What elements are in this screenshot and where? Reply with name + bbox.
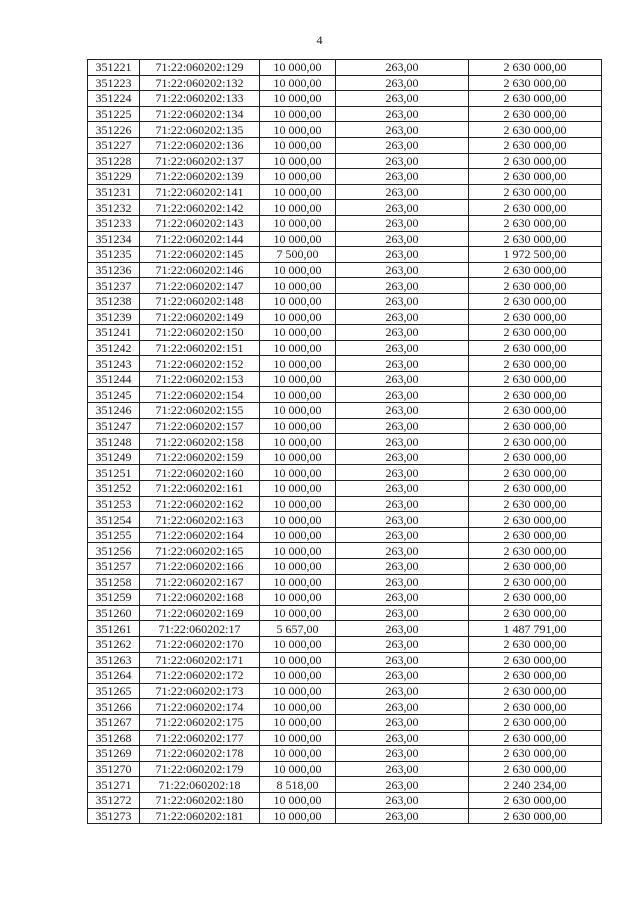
cadastral-number-cell: 71:22:060202:157 [140, 418, 260, 434]
cadastral-number-cell: 71:22:060202:177 [140, 730, 260, 746]
cadastral-value-cell: 2 630 000,00 [469, 325, 602, 341]
cadastral-number-cell: 71:22:060202:153 [140, 371, 260, 387]
cadastral-value-cell: 2 630 000,00 [469, 418, 602, 434]
row-number-cell: 351244 [88, 371, 140, 387]
cadastral-value-cell: 2 630 000,00 [469, 481, 602, 497]
row-number-cell: 351242 [88, 340, 140, 356]
table-row [88, 808, 602, 824]
area-cell: 10 000,00 [260, 496, 336, 512]
rate-cell: 263,00 [336, 699, 469, 715]
table-row [88, 403, 602, 419]
row-number-cell: 351257 [88, 559, 140, 575]
cadastral-value-cell: 2 630 000,00 [469, 761, 602, 777]
cadastral-value-cell: 2 630 000,00 [469, 262, 602, 278]
row-number-cell: 351272 [88, 792, 140, 808]
area-cell: 10 000,00 [260, 746, 336, 762]
cadastral-number-cell: 71:22:060202:168 [140, 590, 260, 606]
row-number-cell: 351261 [88, 621, 140, 637]
area-cell: 10 000,00 [260, 75, 336, 91]
rate-cell: 263,00 [336, 434, 469, 450]
cadastral-value-cell: 2 630 000,00 [469, 808, 602, 824]
cadastral-value-cell: 2 630 000,00 [469, 75, 602, 91]
row-number-cell: 351251 [88, 465, 140, 481]
row-number-cell: 351267 [88, 714, 140, 730]
row-number-cell: 351255 [88, 527, 140, 543]
rate-cell: 263,00 [336, 106, 469, 122]
table-row [88, 465, 602, 481]
cadastral-value-cell: 2 630 000,00 [469, 792, 602, 808]
cadastral-value-cell: 2 630 000,00 [469, 636, 602, 652]
cadastral-number-cell: 71:22:060202:152 [140, 356, 260, 372]
row-number-cell: 351221 [88, 60, 140, 76]
rate-cell: 263,00 [336, 761, 469, 777]
row-number-cell: 351270 [88, 761, 140, 777]
rate-cell: 263,00 [336, 730, 469, 746]
cadastral-number-cell: 71:22:060202:163 [140, 512, 260, 528]
cadastral-value-cell: 2 630 000,00 [469, 184, 602, 200]
rate-cell: 263,00 [336, 496, 469, 512]
row-number-cell: 351266 [88, 699, 140, 715]
row-number-cell: 351245 [88, 387, 140, 403]
cadastral-number-cell: 71:22:060202:136 [140, 137, 260, 153]
row-number-cell: 351246 [88, 403, 140, 419]
rate-cell: 263,00 [336, 371, 469, 387]
table-row [88, 309, 602, 325]
rate-cell: 263,00 [336, 356, 469, 372]
table-row [88, 777, 602, 793]
cadastral-value-cell: 2 630 000,00 [469, 714, 602, 730]
table-row [88, 356, 602, 372]
row-number-cell: 351252 [88, 481, 140, 497]
cadastral-value-cell: 2 630 000,00 [469, 231, 602, 247]
rate-cell: 263,00 [336, 683, 469, 699]
rate-cell: 263,00 [336, 340, 469, 356]
cadastral-number-cell: 71:22:060202:167 [140, 574, 260, 590]
table-row [88, 247, 602, 263]
row-number-cell: 351262 [88, 636, 140, 652]
row-number-cell: 351265 [88, 683, 140, 699]
row-number-cell: 351226 [88, 122, 140, 138]
table-row [88, 278, 602, 294]
table-row [88, 200, 602, 216]
row-number-cell: 351273 [88, 808, 140, 824]
area-cell: 10 000,00 [260, 434, 336, 450]
rate-cell: 263,00 [336, 527, 469, 543]
rate-cell: 263,00 [336, 60, 469, 76]
table-row [88, 574, 602, 590]
rate-cell: 263,00 [336, 652, 469, 668]
row-number-cell: 351248 [88, 434, 140, 450]
cadastral-value-cell: 2 630 000,00 [469, 356, 602, 372]
cadastral-number-cell: 71:22:060202:154 [140, 387, 260, 403]
cadastral-value-cell: 2 630 000,00 [469, 340, 602, 356]
area-cell: 7 500,00 [260, 247, 336, 263]
cadastral-value-cell: 2 630 000,00 [469, 387, 602, 403]
area-cell: 10 000,00 [260, 340, 336, 356]
cadastral-value-cell: 2 630 000,00 [469, 512, 602, 528]
row-number-cell: 351254 [88, 512, 140, 528]
cadastral-number-cell: 71:22:060202:147 [140, 278, 260, 294]
rate-cell: 263,00 [336, 605, 469, 621]
cadastral-value-cell: 2 630 000,00 [469, 543, 602, 559]
row-number-cell: 351263 [88, 652, 140, 668]
row-number-cell: 351253 [88, 496, 140, 512]
area-cell: 10 000,00 [260, 808, 336, 824]
cadastral-number-cell: 71:22:060202:145 [140, 247, 260, 263]
area-cell: 10 000,00 [260, 730, 336, 746]
rate-cell: 263,00 [336, 200, 469, 216]
area-cell: 10 000,00 [260, 543, 336, 559]
rate-cell: 263,00 [336, 309, 469, 325]
rate-cell: 263,00 [336, 574, 469, 590]
table-row [88, 699, 602, 715]
cadastral-value-cell: 2 630 000,00 [469, 605, 602, 621]
area-cell: 10 000,00 [260, 91, 336, 107]
cadastral-value-cell: 2 630 000,00 [469, 106, 602, 122]
rate-cell: 263,00 [336, 153, 469, 169]
cadastral-value-table [87, 59, 602, 824]
table-row [88, 746, 602, 762]
rate-cell: 263,00 [336, 169, 469, 185]
row-number-cell: 351224 [88, 91, 140, 107]
area-cell: 8 518,00 [260, 777, 336, 793]
area-cell: 10 000,00 [260, 683, 336, 699]
cadastral-value-cell: 2 630 000,00 [469, 465, 602, 481]
table-row [88, 434, 602, 450]
cadastral-number-cell: 71:22:060202:171 [140, 652, 260, 668]
area-cell: 10 000,00 [260, 122, 336, 138]
cadastral-value-cell: 2 630 000,00 [469, 699, 602, 715]
area-cell: 10 000,00 [260, 668, 336, 684]
table-body [88, 60, 602, 824]
area-cell: 10 000,00 [260, 387, 336, 403]
rate-cell: 263,00 [336, 247, 469, 263]
rate-cell: 263,00 [336, 75, 469, 91]
cadastral-number-cell: 71:22:060202:161 [140, 481, 260, 497]
cadastral-value-cell: 2 630 000,00 [469, 574, 602, 590]
table-row [88, 559, 602, 575]
cadastral-number-cell: 71:22:060202:18 [140, 777, 260, 793]
rate-cell: 263,00 [336, 91, 469, 107]
rate-cell: 263,00 [336, 777, 469, 793]
area-cell: 10 000,00 [260, 761, 336, 777]
row-number-cell: 351237 [88, 278, 140, 294]
row-number-cell: 351271 [88, 777, 140, 793]
table-row [88, 418, 602, 434]
rate-cell: 263,00 [336, 215, 469, 231]
cadastral-number-cell: 71:22:060202:155 [140, 403, 260, 419]
area-cell: 10 000,00 [260, 309, 336, 325]
cadastral-value-cell: 2 630 000,00 [469, 527, 602, 543]
rate-cell: 263,00 [336, 137, 469, 153]
cadastral-number-cell: 71:22:060202:159 [140, 449, 260, 465]
rate-cell: 263,00 [336, 449, 469, 465]
cadastral-number-cell: 71:22:060202:143 [140, 215, 260, 231]
area-cell: 10 000,00 [260, 293, 336, 309]
cadastral-number-cell: 71:22:060202:150 [140, 325, 260, 341]
row-number-cell: 351232 [88, 200, 140, 216]
cadastral-number-cell: 71:22:060202:129 [140, 60, 260, 76]
table-row [88, 496, 602, 512]
rate-cell: 263,00 [336, 559, 469, 575]
row-number-cell: 351269 [88, 746, 140, 762]
table-row [88, 184, 602, 200]
table-row [88, 621, 602, 637]
cadastral-value-cell: 2 630 000,00 [469, 652, 602, 668]
table-row [88, 293, 602, 309]
cadastral-number-cell: 71:22:060202:135 [140, 122, 260, 138]
table-row [88, 137, 602, 153]
area-cell: 10 000,00 [260, 169, 336, 185]
cadastral-value-cell: 2 630 000,00 [469, 60, 602, 76]
area-cell: 10 000,00 [260, 465, 336, 481]
rate-cell: 263,00 [336, 590, 469, 606]
cadastral-number-cell: 71:22:060202:173 [140, 683, 260, 699]
row-number-cell: 351260 [88, 605, 140, 621]
area-cell: 5 657,00 [260, 621, 336, 637]
cadastral-number-cell: 71:22:060202:148 [140, 293, 260, 309]
cadastral-number-cell: 71:22:060202:165 [140, 543, 260, 559]
table-row [88, 683, 602, 699]
row-number-cell: 351229 [88, 169, 140, 185]
area-cell: 10 000,00 [260, 403, 336, 419]
table-row [88, 106, 602, 122]
row-number-cell: 351233 [88, 215, 140, 231]
cadastral-number-cell: 71:22:060202:158 [140, 434, 260, 450]
area-cell: 10 000,00 [260, 60, 336, 76]
rate-cell: 263,00 [336, 403, 469, 419]
area-cell: 10 000,00 [260, 559, 336, 575]
cadastral-number-cell: 71:22:060202:169 [140, 605, 260, 621]
area-cell: 10 000,00 [260, 699, 336, 715]
cadastral-number-cell: 71:22:060202:174 [140, 699, 260, 715]
cadastral-value-cell: 2 240 234,00 [469, 777, 602, 793]
row-number-cell: 351256 [88, 543, 140, 559]
table-row [88, 153, 602, 169]
table-row [88, 231, 602, 247]
cadastral-value-cell: 2 630 000,00 [469, 137, 602, 153]
area-cell: 10 000,00 [260, 636, 336, 652]
rate-cell: 263,00 [336, 387, 469, 403]
cadastral-number-cell: 71:22:060202:172 [140, 668, 260, 684]
rate-cell: 263,00 [336, 231, 469, 247]
table-row [88, 527, 602, 543]
row-number-cell: 351227 [88, 137, 140, 153]
row-number-cell: 351234 [88, 231, 140, 247]
rate-cell: 263,00 [336, 636, 469, 652]
row-number-cell: 351236 [88, 262, 140, 278]
cadastral-number-cell: 71:22:060202:141 [140, 184, 260, 200]
cadastral-number-cell: 71:22:060202:134 [140, 106, 260, 122]
page-number: 4 [316, 33, 323, 47]
area-cell: 10 000,00 [260, 574, 336, 590]
area-cell: 10 000,00 [260, 714, 336, 730]
cadastral-value-cell: 2 630 000,00 [469, 91, 602, 107]
table-row [88, 371, 602, 387]
area-cell: 10 000,00 [260, 590, 336, 606]
cadastral-number-cell: 71:22:060202:132 [140, 75, 260, 91]
table-row [88, 91, 602, 107]
cadastral-value-cell: 2 630 000,00 [469, 309, 602, 325]
rate-cell: 263,00 [336, 668, 469, 684]
rate-cell: 263,00 [336, 792, 469, 808]
rate-cell: 263,00 [336, 481, 469, 497]
area-cell: 10 000,00 [260, 153, 336, 169]
row-number-cell: 351238 [88, 293, 140, 309]
row-number-cell: 351247 [88, 418, 140, 434]
cadastral-number-cell: 71:22:060202:179 [140, 761, 260, 777]
table-row [88, 75, 602, 91]
cadastral-value-cell: 2 630 000,00 [469, 668, 602, 684]
area-cell: 10 000,00 [260, 792, 336, 808]
cadastral-number-cell: 71:22:060202:139 [140, 169, 260, 185]
table-row [88, 605, 602, 621]
table-row [88, 215, 602, 231]
cadastral-number-cell: 71:22:060202:164 [140, 527, 260, 543]
table-row [88, 512, 602, 528]
table-row [88, 590, 602, 606]
area-cell: 10 000,00 [260, 184, 336, 200]
area-cell: 10 000,00 [260, 106, 336, 122]
area-cell: 10 000,00 [260, 371, 336, 387]
area-cell: 10 000,00 [260, 356, 336, 372]
row-number-cell: 351228 [88, 153, 140, 169]
area-cell: 10 000,00 [260, 605, 336, 621]
cadastral-number-cell: 71:22:060202:142 [140, 200, 260, 216]
row-number-cell: 351264 [88, 668, 140, 684]
table-row [88, 387, 602, 403]
cadastral-value-cell: 2 630 000,00 [469, 215, 602, 231]
cadastral-value-cell: 2 630 000,00 [469, 122, 602, 138]
rate-cell: 263,00 [336, 808, 469, 824]
cadastral-number-cell: 71:22:060202:133 [140, 91, 260, 107]
rate-cell: 263,00 [336, 184, 469, 200]
area-cell: 10 000,00 [260, 418, 336, 434]
rate-cell: 263,00 [336, 465, 469, 481]
rate-cell: 263,00 [336, 293, 469, 309]
table-row [88, 652, 602, 668]
row-number-cell: 351231 [88, 184, 140, 200]
rate-cell: 263,00 [336, 262, 469, 278]
cadastral-value-cell: 2 630 000,00 [469, 496, 602, 512]
rate-cell: 263,00 [336, 512, 469, 528]
table-row [88, 481, 602, 497]
cadastral-number-cell: 71:22:060202:180 [140, 792, 260, 808]
cadastral-value-cell: 2 630 000,00 [469, 683, 602, 699]
table-row [88, 792, 602, 808]
cadastral-number-cell: 71:22:060202:144 [140, 231, 260, 247]
area-cell: 10 000,00 [260, 200, 336, 216]
cadastral-number-cell: 71:22:060202:17 [140, 621, 260, 637]
area-cell: 10 000,00 [260, 325, 336, 341]
cadastral-value-cell: 2 630 000,00 [469, 293, 602, 309]
row-number-cell: 351241 [88, 325, 140, 341]
cadastral-value-cell: 1 487 791,00 [469, 621, 602, 637]
table-row [88, 60, 602, 76]
row-number-cell: 351239 [88, 309, 140, 325]
rate-cell: 263,00 [336, 543, 469, 559]
row-number-cell: 351235 [88, 247, 140, 263]
cadastral-value-cell: 2 630 000,00 [469, 371, 602, 387]
table-row [88, 543, 602, 559]
row-number-cell: 351243 [88, 356, 140, 372]
rate-cell: 263,00 [336, 278, 469, 294]
row-number-cell: 351268 [88, 730, 140, 746]
cadastral-value-cell: 2 630 000,00 [469, 559, 602, 575]
rate-cell: 263,00 [336, 325, 469, 341]
table-row [88, 449, 602, 465]
area-cell: 10 000,00 [260, 527, 336, 543]
rate-cell: 263,00 [336, 418, 469, 434]
row-number-cell: 351249 [88, 449, 140, 465]
cadastral-number-cell: 71:22:060202:146 [140, 262, 260, 278]
cadastral-value-cell: 2 630 000,00 [469, 153, 602, 169]
rate-cell: 263,00 [336, 122, 469, 138]
table-row [88, 730, 602, 746]
table-row [88, 262, 602, 278]
area-cell: 10 000,00 [260, 215, 336, 231]
cadastral-value-cell: 2 630 000,00 [469, 278, 602, 294]
cadastral-number-cell: 71:22:060202:149 [140, 309, 260, 325]
table-row [88, 668, 602, 684]
cadastral-value-cell: 2 630 000,00 [469, 434, 602, 450]
rate-cell: 263,00 [336, 746, 469, 762]
area-cell: 10 000,00 [260, 449, 336, 465]
cadastral-number-cell: 71:22:060202:166 [140, 559, 260, 575]
cadastral-value-cell: 2 630 000,00 [469, 590, 602, 606]
cadastral-number-cell: 71:22:060202:175 [140, 714, 260, 730]
cadastral-number-cell: 71:22:060202:181 [140, 808, 260, 824]
cadastral-value-cell: 2 630 000,00 [469, 200, 602, 216]
area-cell: 10 000,00 [260, 481, 336, 497]
row-number-cell: 351223 [88, 75, 140, 91]
cadastral-number-cell: 71:22:060202:151 [140, 340, 260, 356]
cadastral-number-cell: 71:22:060202:137 [140, 153, 260, 169]
table-row [88, 122, 602, 138]
area-cell: 10 000,00 [260, 512, 336, 528]
table-row [88, 340, 602, 356]
cadastral-number-cell: 71:22:060202:160 [140, 465, 260, 481]
row-number-cell: 351225 [88, 106, 140, 122]
rate-cell: 263,00 [336, 621, 469, 637]
cadastral-value-cell: 2 630 000,00 [469, 403, 602, 419]
area-cell: 10 000,00 [260, 137, 336, 153]
cadastral-number-cell: 71:22:060202:162 [140, 496, 260, 512]
cadastral-value-cell: 2 630 000,00 [469, 449, 602, 465]
table-row [88, 325, 602, 341]
row-number-cell: 351259 [88, 590, 140, 606]
cadastral-value-cell: 2 630 000,00 [469, 746, 602, 762]
cadastral-value-cell: 2 630 000,00 [469, 730, 602, 746]
rate-cell: 263,00 [336, 714, 469, 730]
area-cell: 10 000,00 [260, 652, 336, 668]
cadastral-value-cell: 2 630 000,00 [469, 169, 602, 185]
row-number-cell: 351258 [88, 574, 140, 590]
table-row [88, 714, 602, 730]
table-row [88, 169, 602, 185]
table-row [88, 636, 602, 652]
area-cell: 10 000,00 [260, 231, 336, 247]
area-cell: 10 000,00 [260, 278, 336, 294]
cadastral-number-cell: 71:22:060202:178 [140, 746, 260, 762]
area-cell: 10 000,00 [260, 262, 336, 278]
table-row [88, 761, 602, 777]
cadastral-value-cell: 1 972 500,00 [469, 247, 602, 263]
cadastral-number-cell: 71:22:060202:170 [140, 636, 260, 652]
